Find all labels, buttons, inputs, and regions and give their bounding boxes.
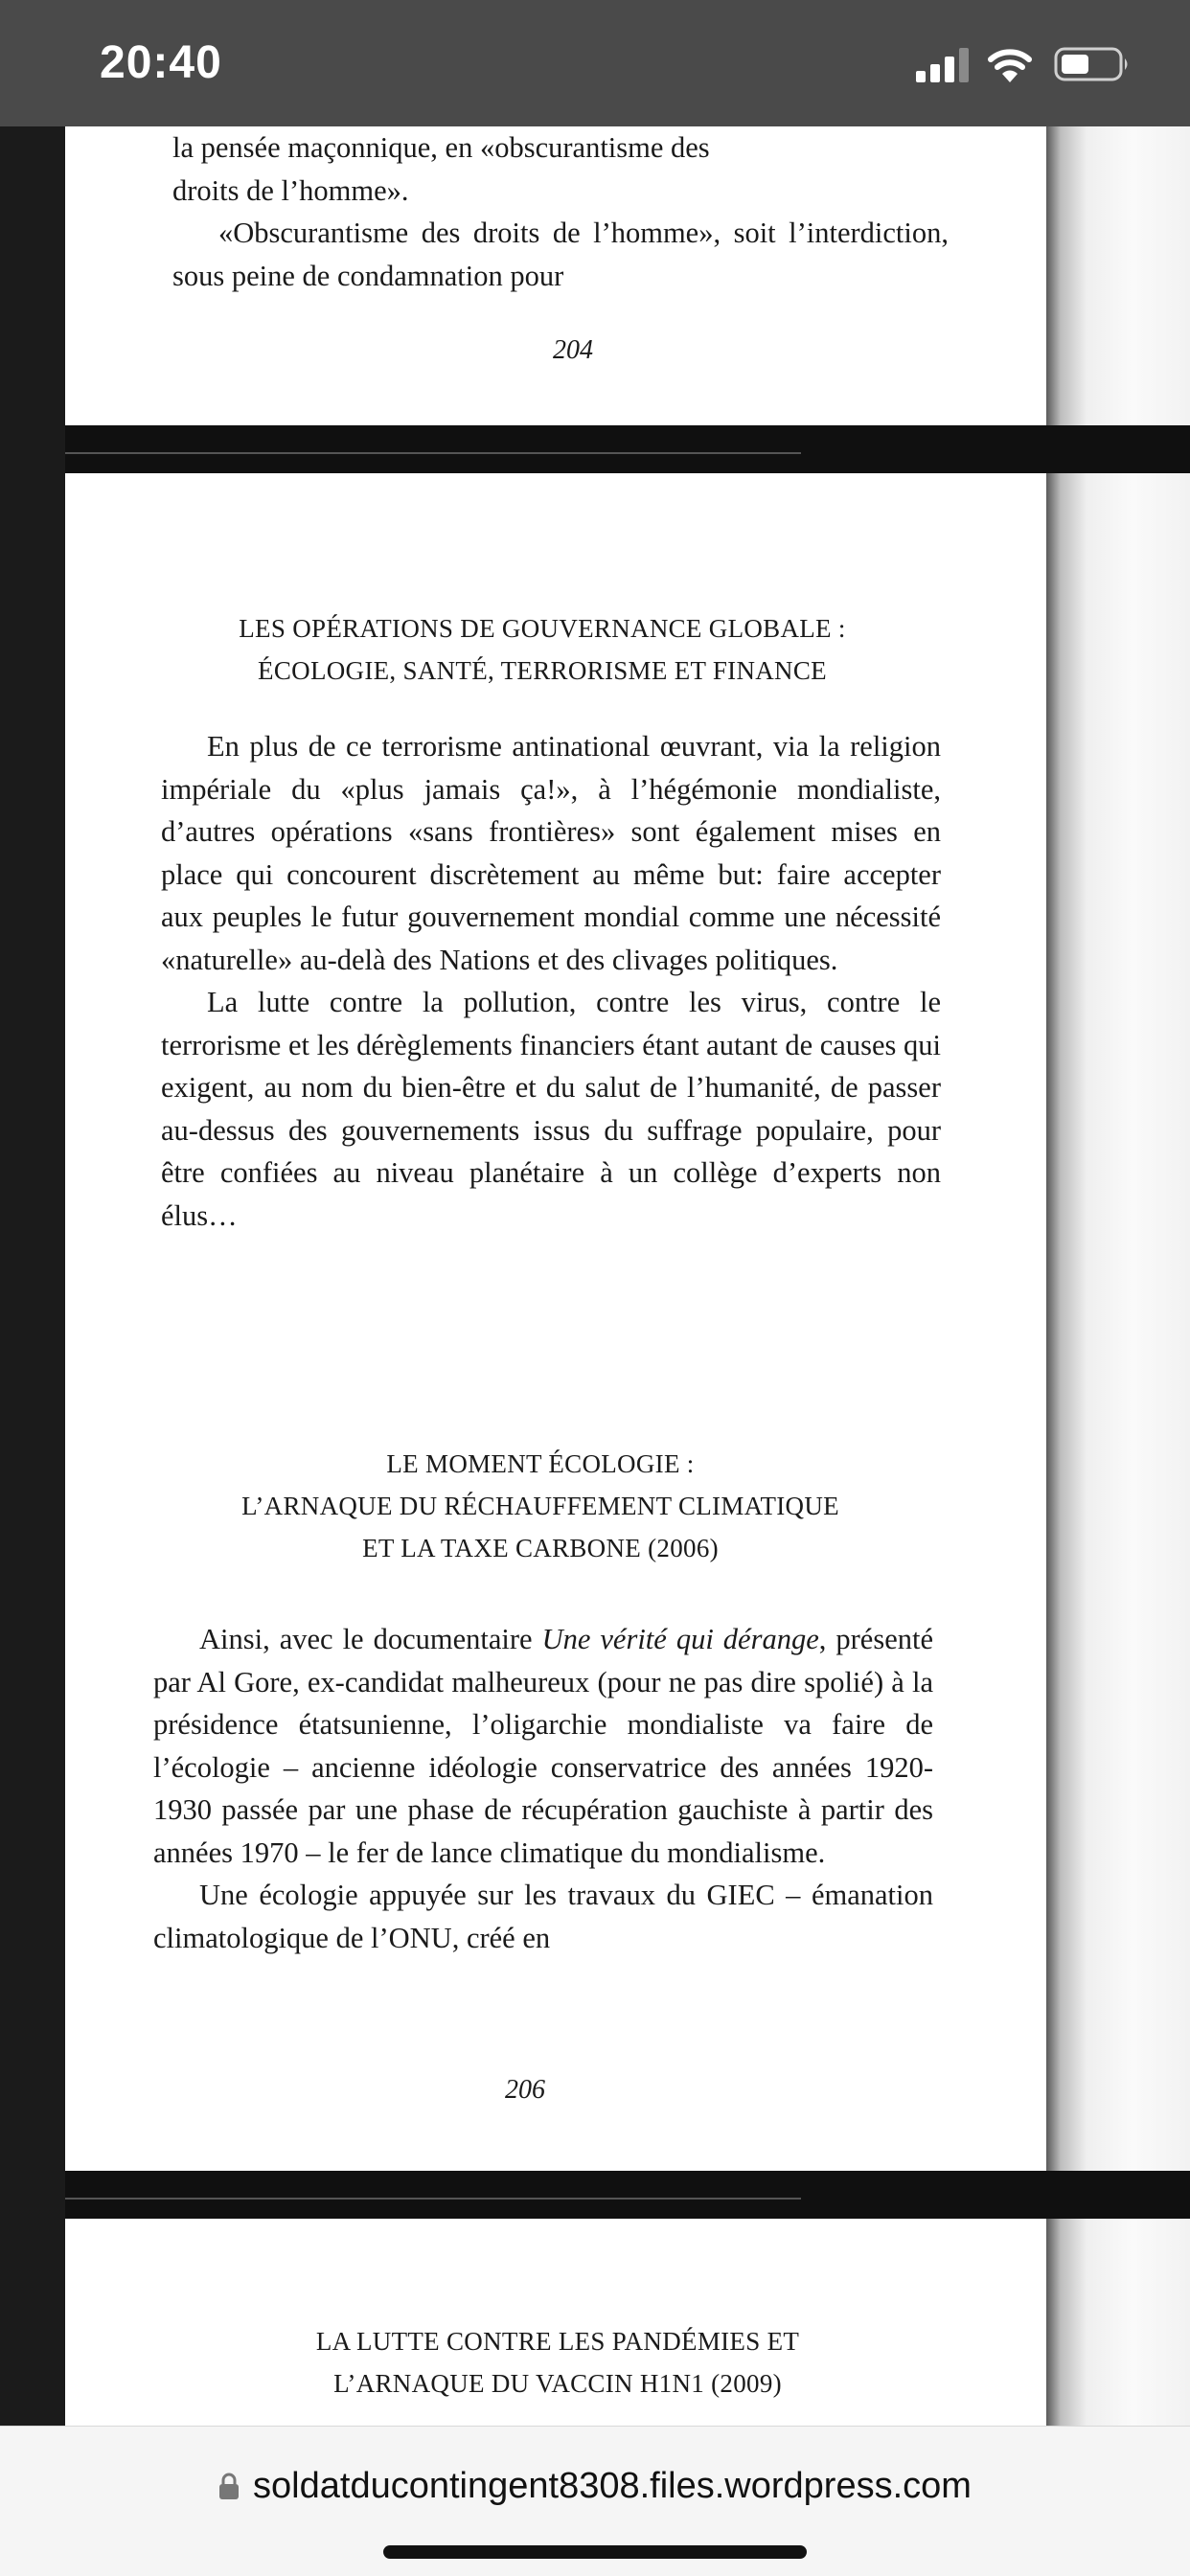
status-bar [0,0,1190,126]
text-line: la pensée maçonnique, en «obscurantisme des [172,131,710,164]
page-separator [65,2171,1190,2219]
battery-icon [1054,46,1131,82]
heading-line: LE MOMENT ÉCOLOGIE : [386,1449,695,1478]
separator-line [65,2198,801,2200]
heading-line: LES OPÉRATIONS DE GOUVERNANCE GLOBALE : [239,614,846,643]
browser-address-bar [0,2426,1190,2576]
page-edge-shadow [1046,2219,1190,2426]
heading-line: ET LA TAXE CARBONE (2006) [362,1534,719,1562]
heading-line: ÉCOLOGIE, SANTÉ, TERRORISME ET FINANCE [258,656,827,685]
wifi-icon [987,46,1033,84]
section-heading [146,1443,935,1569]
document-viewport[interactable] [0,126,1190,2426]
url-field[interactable] [0,2459,1190,2513]
paragraph: «Obscurantisme des droits de l’homme», soit l’interdiction, sous peine de condamnation pour [172,217,949,292]
heading-line: L’ARNAQUE DU VACCIN H1N1 (2009) [333,2369,782,2398]
page-204 [65,126,1046,425]
scan-left-margin [0,126,65,2426]
paragraph: En plus de ce terrorisme antinational œuvrant, via la religion impériale du «plus jamais ça!», à l’hégémonie mondialiste, d’autres opérations «sans frontières» sont également mises en place qui concourent discrètement au même but: faire accepter aux peuples le futur gouvernement mondial comme une nécessité «naturelle» au-delà des Nations et des clivages politiques. [161,730,941,976]
paragraph: Une écologie appuyée sur les travaux du GIEC – émanation climatologique de l’ONU, créé en [153,1879,933,1954]
documentary-title: Une vérité qui dérange [541,1623,819,1655]
page-204-text [172,126,949,297]
text-line: droits de l’homme». [172,173,409,207]
paragraph: La lutte contre la pollution, contre les virus, contre le terrorisme et les dérèglements financiers étant autant de causes qui exigent, au nom du bien-être et du salut de l’humanité, de passer au-dessus des gouvernements issus du suffrage populaire, pour être confiées au niveau planétaire à un collège d’experts non élus… [161,986,941,1232]
paragraph [153,1618,933,1874]
text-run: Ainsi, avec le documentaire [199,1623,542,1655]
section-heading [165,2320,950,2405]
page-206 [65,473,1046,2171]
separator-line [65,452,801,454]
main-text-block [153,1618,933,1959]
lock-icon [218,2472,240,2500]
page-number: 206 [505,2075,545,2105]
page-separator [65,425,1190,473]
signal-icon [916,48,970,82]
heading-line: L’ARNAQUE DU RÉCHAUFFEMENT CLIMATIQUE [241,1492,839,1520]
page-number: 204 [553,335,593,365]
url-text[interactable]: soldatducontingent8308.files.wordpress.com [253,2465,972,2506]
page-next [65,2219,1046,2426]
page-edge-shadow [1046,473,1190,2171]
heading-line: LA LUTTE CONTRE LES PANDÉMIES ET [315,2327,800,2356]
page-edge-shadow [1046,126,1190,425]
status-time: 20:40 [100,37,222,88]
home-indicator[interactable] [383,2545,807,2559]
section-heading [149,607,935,692]
text-run: , présenté par Al Gore, ex-candidat malheureux (pour ne pas dire spolié) à la présidence étatsunienne, l’oligarchie mondialiste va faire de l’écologie – ancienne idéologie conservatrice des années 1920-1930 passée par une phase de récupération gauchiste à partir des années 1970 – le fer de lance climatique du mondialisme. [153,1623,933,1869]
main-text-block [161,725,941,1237]
